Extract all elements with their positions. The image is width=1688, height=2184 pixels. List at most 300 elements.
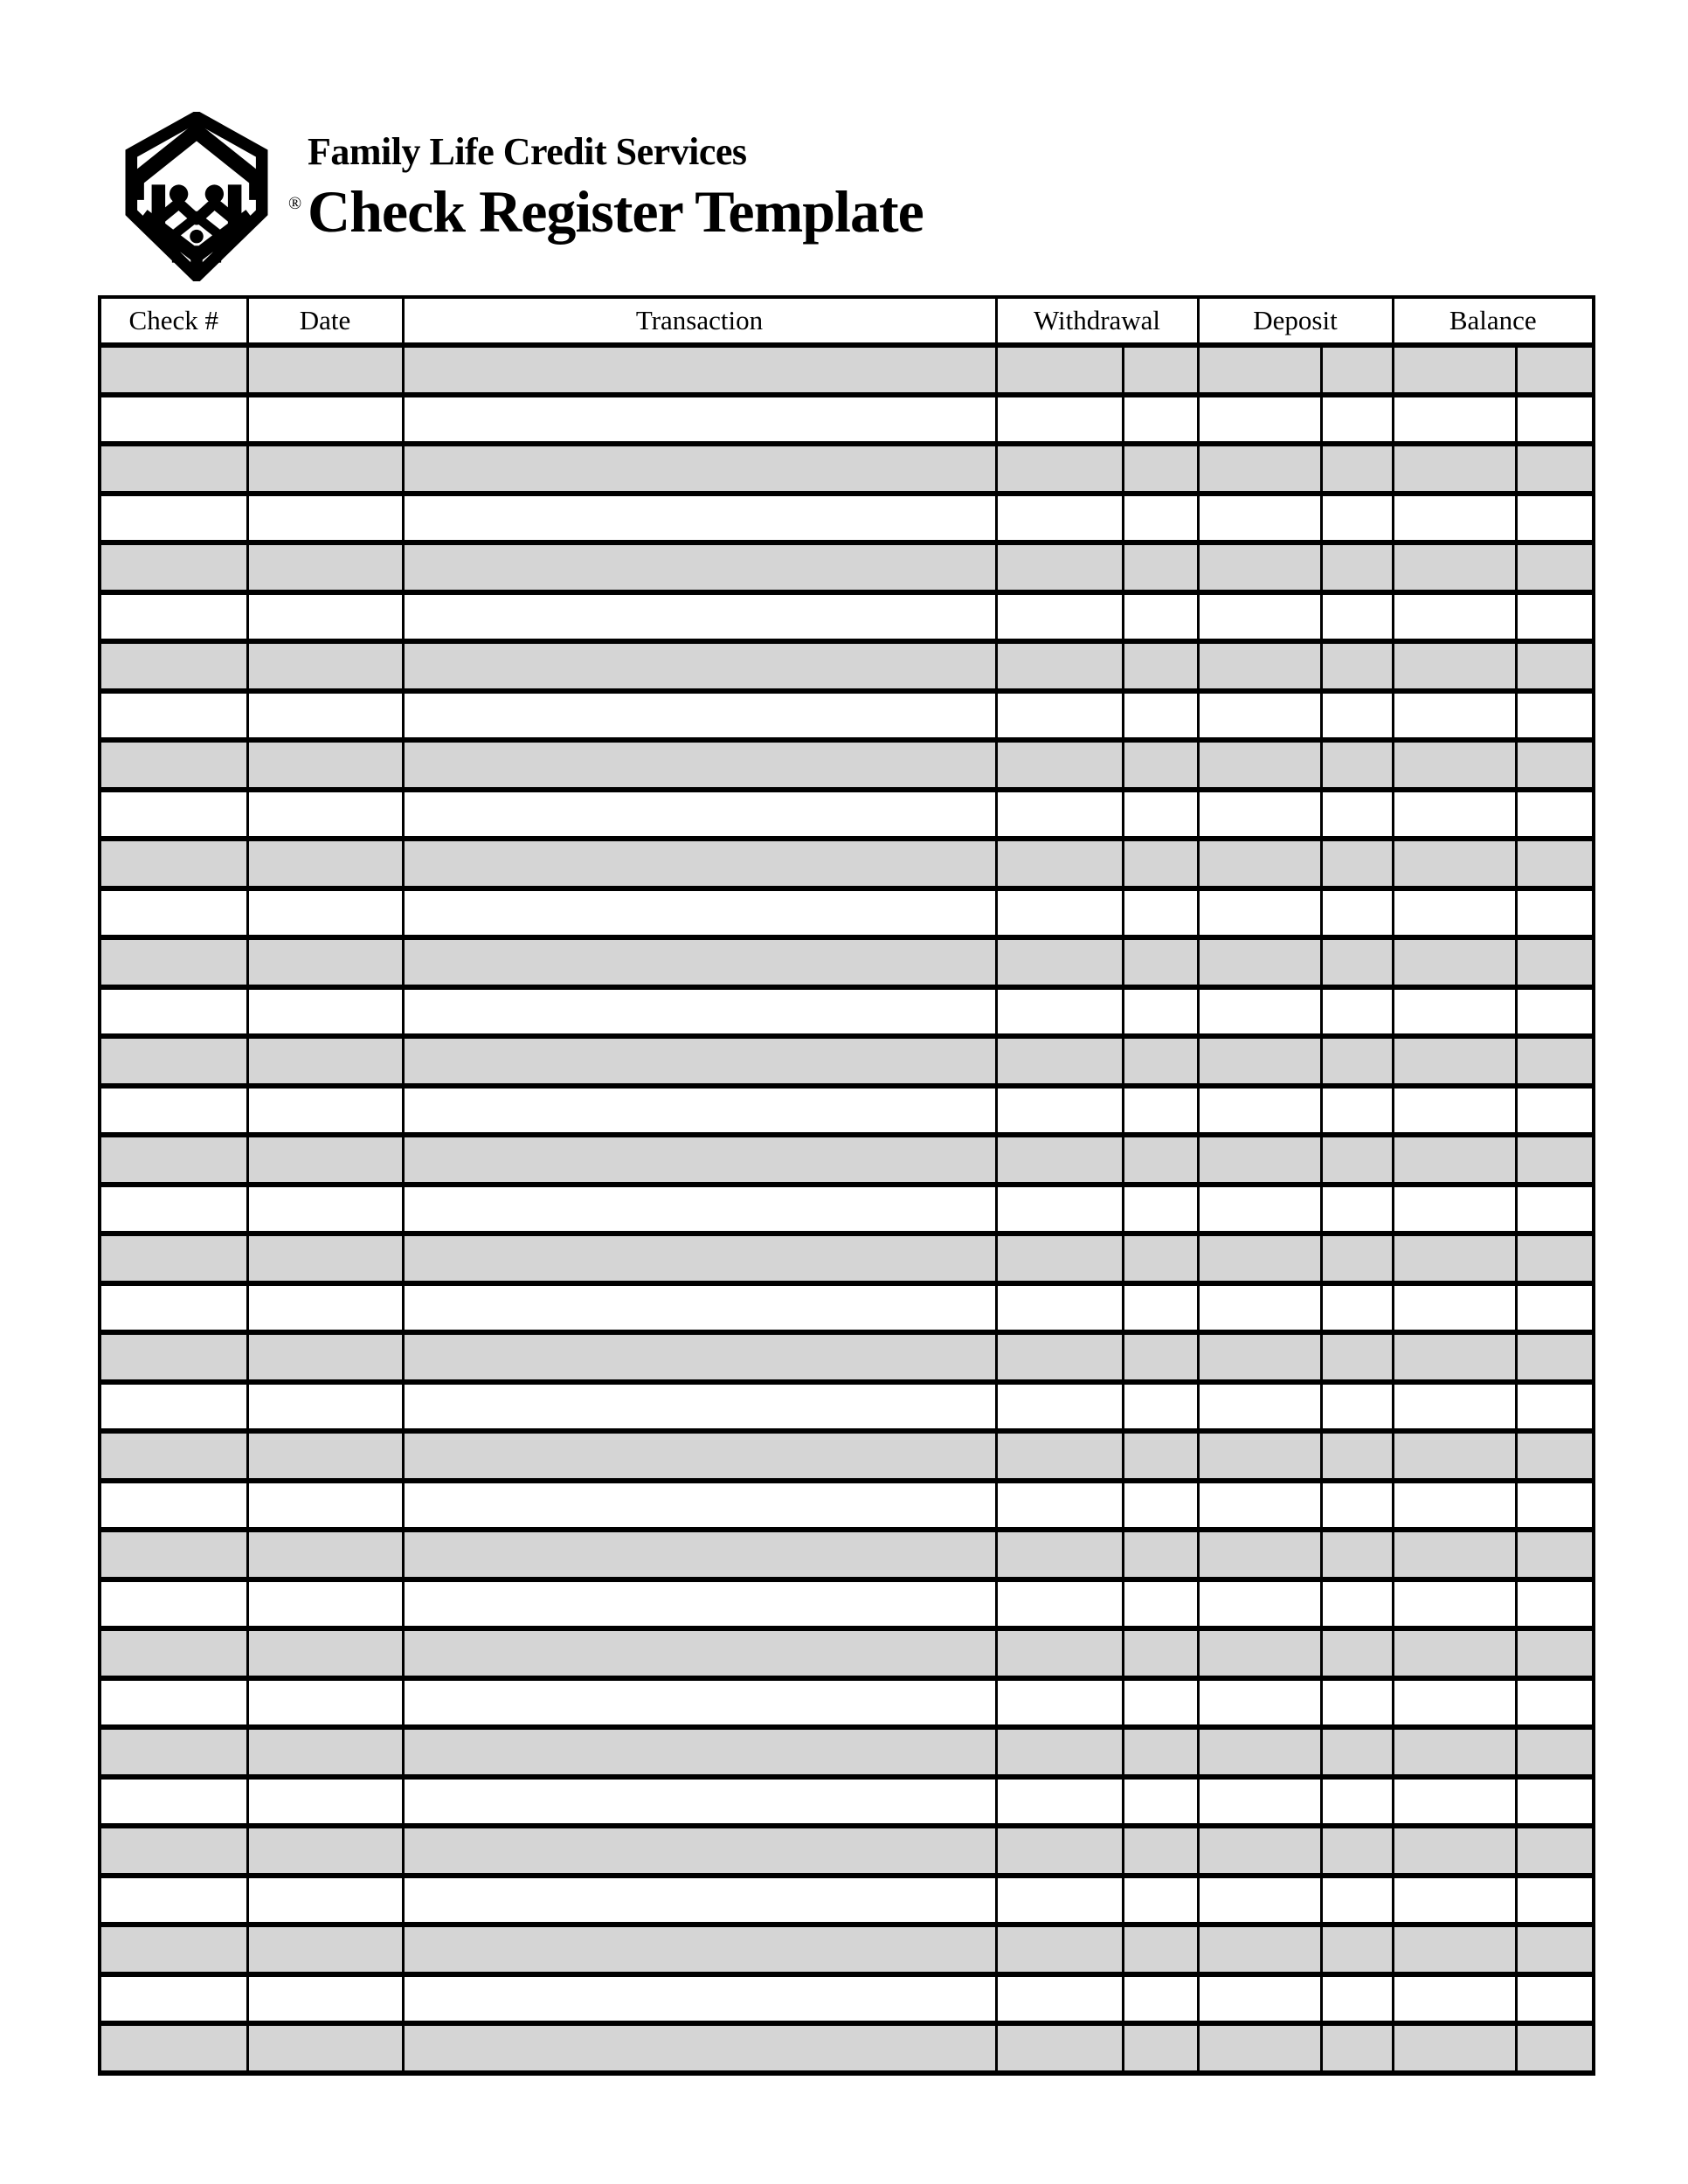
register-cell <box>1393 345 1516 395</box>
register-cell <box>1198 1974 1321 2024</box>
register-cell <box>100 1185 247 1234</box>
table-row <box>100 1382 1594 1432</box>
register-cell <box>1321 1579 1393 1629</box>
register-cell <box>1321 1777 1393 1827</box>
register-cell <box>1321 1925 1393 1974</box>
register-cell <box>1198 345 1321 395</box>
register-cell <box>1516 1431 1594 1481</box>
register-cell <box>1393 1135 1516 1185</box>
register-cell <box>1123 395 1198 445</box>
table-row <box>100 1086 1594 1136</box>
register-cell <box>1393 543 1516 592</box>
register-cell <box>996 740 1123 790</box>
register-cell <box>1198 1185 1321 1234</box>
register-cell <box>1321 1530 1393 1579</box>
column-header-balance: Balance <box>1393 297 1594 345</box>
register-cell <box>1123 1925 1198 1974</box>
register-cell <box>1198 987 1321 1037</box>
table-row <box>100 1234 1594 1283</box>
register-cell <box>100 345 247 395</box>
register-cell <box>1321 1036 1393 1086</box>
register-cell <box>100 1628 247 1678</box>
register-cell <box>1123 1876 1198 1925</box>
register-cell <box>403 937 996 987</box>
register-cell <box>1198 1431 1321 1481</box>
register-cell <box>1393 2023 1516 2073</box>
register-cell <box>1198 1036 1321 1086</box>
register-cell <box>100 1135 247 1185</box>
register-cell <box>1393 987 1516 1037</box>
register-cell <box>1198 1925 1321 1974</box>
register-cell <box>247 839 403 888</box>
register-cell <box>1198 1283 1321 1333</box>
register-cell <box>100 1579 247 1629</box>
register-cell <box>1516 1382 1594 1432</box>
register-cell <box>247 345 403 395</box>
register-cell <box>1393 888 1516 938</box>
register-cell <box>1198 691 1321 741</box>
register-cell <box>1516 543 1594 592</box>
register-cell <box>1321 1135 1393 1185</box>
register-cell <box>100 1530 247 1579</box>
register-cell <box>247 1530 403 1579</box>
register-cell <box>247 691 403 741</box>
register-cell <box>996 1185 1123 1234</box>
register-cell <box>1321 1283 1393 1333</box>
register-cell <box>1123 1974 1198 2024</box>
register-cell <box>1198 1332 1321 1382</box>
register-cell <box>1321 1826 1393 1876</box>
register-cell <box>1321 1234 1393 1283</box>
register-cell <box>996 691 1123 741</box>
register-cell <box>100 1678 247 1728</box>
register-cell <box>1516 444 1594 494</box>
register-cell <box>247 1628 403 1678</box>
table-row <box>100 1876 1594 1925</box>
register-cell <box>403 1974 996 2024</box>
register-cell <box>1123 888 1198 938</box>
register-cell <box>996 1579 1123 1629</box>
register-cell <box>100 691 247 741</box>
register-cell <box>1321 1185 1393 1234</box>
register-cell <box>100 2023 247 2073</box>
register-cell <box>996 839 1123 888</box>
document-header <box>0 0 1688 297</box>
register-cell <box>1123 444 1198 494</box>
register-cell <box>1321 494 1393 543</box>
table-row <box>100 1530 1594 1579</box>
register-cell <box>1198 641 1321 691</box>
register-cell <box>1393 1086 1516 1136</box>
register-cell <box>403 839 996 888</box>
register-cell <box>1198 839 1321 888</box>
register-cell <box>1123 1530 1198 1579</box>
register-cell <box>247 740 403 790</box>
register-cell <box>1516 1530 1594 1579</box>
family-life-credit-services-logo-icon <box>108 112 285 281</box>
table-row <box>100 987 1594 1037</box>
register-cell <box>996 1036 1123 1086</box>
register-cell <box>100 839 247 888</box>
register-cell <box>247 1579 403 1629</box>
register-cell <box>1516 1332 1594 1382</box>
register-cell <box>1321 641 1393 691</box>
register-cell <box>1123 691 1198 741</box>
register-cell <box>403 2023 996 2073</box>
register-cell <box>1516 1185 1594 1234</box>
register-cell <box>1321 1481 1393 1531</box>
register-cell <box>403 543 996 592</box>
register-cell <box>1516 1283 1594 1333</box>
register-cell <box>1198 592 1321 642</box>
register-cell <box>100 937 247 987</box>
register-cell <box>1123 1826 1198 1876</box>
register-cell <box>1123 1727 1198 1777</box>
register-cell <box>1123 1777 1198 1827</box>
register-cell <box>247 1481 403 1531</box>
register-cell <box>1321 2023 1393 2073</box>
register-cell <box>996 1628 1123 1678</box>
register-cell <box>403 641 996 691</box>
register-cell <box>403 1579 996 1629</box>
register-cell <box>247 444 403 494</box>
register-cell <box>1393 790 1516 840</box>
register-cell <box>1393 1628 1516 1678</box>
register-cell <box>996 888 1123 938</box>
register-cell <box>247 592 403 642</box>
register-cell <box>996 444 1123 494</box>
register-cell <box>1321 1431 1393 1481</box>
register-cell <box>1516 1727 1594 1777</box>
register-cell <box>1123 1628 1198 1678</box>
register-cell <box>1198 1826 1321 1876</box>
register-cell <box>1393 1777 1516 1827</box>
register-cell <box>403 395 996 445</box>
register-cell <box>1516 937 1594 987</box>
table-row <box>100 1974 1594 2024</box>
register-cell <box>1516 790 1594 840</box>
register-cell <box>1123 1678 1198 1728</box>
register-cell <box>403 1086 996 1136</box>
register-cell <box>100 1974 247 2024</box>
register-cell <box>1321 888 1393 938</box>
register-cell <box>247 1332 403 1382</box>
register-cell <box>1123 2023 1198 2073</box>
register-cell <box>100 1481 247 1531</box>
register-cell <box>247 987 403 1037</box>
register-cell <box>1393 641 1516 691</box>
table-row <box>100 2023 1594 2073</box>
register-cell <box>403 1530 996 1579</box>
register-cell <box>1393 1382 1516 1432</box>
register-cell <box>100 1283 247 1333</box>
register-cell <box>996 937 1123 987</box>
column-header-date: Date <box>247 297 403 345</box>
register-cell <box>1516 888 1594 938</box>
register-cell <box>1321 937 1393 987</box>
register-cell <box>403 1826 996 1876</box>
register-cell <box>100 1777 247 1827</box>
register-cell <box>1321 1628 1393 1678</box>
register-cell <box>1516 641 1594 691</box>
table-row <box>100 1579 1594 1629</box>
register-cell <box>247 1185 403 1234</box>
register-cell <box>1393 1185 1516 1234</box>
register-cell <box>1198 790 1321 840</box>
register-cell <box>403 1777 996 1827</box>
table-row <box>100 592 1594 642</box>
table-row <box>100 1283 1594 1333</box>
register-cell <box>1198 1530 1321 1579</box>
table-row <box>100 1777 1594 1827</box>
register-cell <box>1516 1135 1594 1185</box>
register-cell <box>1321 987 1393 1037</box>
register-cell <box>1321 790 1393 840</box>
register-cell <box>1321 345 1393 395</box>
register-cell <box>247 1826 403 1876</box>
register-cell <box>247 1283 403 1333</box>
register-cell <box>996 1332 1123 1382</box>
register-cell <box>403 1925 996 1974</box>
table-row <box>100 641 1594 691</box>
register-cell <box>1516 691 1594 741</box>
register-cell <box>996 345 1123 395</box>
register-cell <box>1123 937 1198 987</box>
register-cell <box>100 888 247 938</box>
table-row <box>100 839 1594 888</box>
register-cell <box>100 592 247 642</box>
register-cell <box>247 1036 403 1086</box>
register-cell <box>1321 1974 1393 2024</box>
table-header-row <box>100 297 1594 345</box>
register-cell <box>996 790 1123 840</box>
register-cell <box>996 1777 1123 1827</box>
register-cell <box>996 543 1123 592</box>
register-cell <box>1198 937 1321 987</box>
register-cell <box>1393 395 1516 445</box>
register-cell <box>1321 740 1393 790</box>
register-cell <box>1516 1481 1594 1531</box>
register-cell <box>403 444 996 494</box>
register-cell <box>247 641 403 691</box>
register-cell <box>1393 1283 1516 1333</box>
register-cell <box>996 2023 1123 2073</box>
registered-trademark-symbol: ® <box>288 194 302 213</box>
register-cell <box>1393 1530 1516 1579</box>
register-cell <box>1123 1481 1198 1531</box>
register-cell <box>247 395 403 445</box>
table-row <box>100 1036 1594 1086</box>
register-cell <box>403 1628 996 1678</box>
table-row <box>100 740 1594 790</box>
table-row <box>100 1332 1594 1382</box>
register-cell <box>1393 1974 1516 2024</box>
register-cell <box>1321 444 1393 494</box>
register-cell <box>996 1826 1123 1876</box>
register-cell <box>403 888 996 938</box>
table-row <box>100 937 1594 987</box>
register-cell <box>1393 1678 1516 1728</box>
register-cell <box>1198 543 1321 592</box>
register-cell <box>247 888 403 938</box>
register-cell <box>403 1283 996 1333</box>
register-cell <box>100 740 247 790</box>
table-row <box>100 1925 1594 1974</box>
register-cell <box>1516 2023 1594 2073</box>
register-cell <box>100 494 247 543</box>
register-cell <box>1516 839 1594 888</box>
register-cell <box>1393 1579 1516 1629</box>
register-cell <box>1516 1086 1594 1136</box>
table-row <box>100 888 1594 938</box>
register-cell <box>1123 543 1198 592</box>
organization-name: Family Life Credit Services <box>308 130 747 173</box>
register-cell <box>403 345 996 395</box>
register-cell <box>247 1431 403 1481</box>
table-row <box>100 1678 1594 1728</box>
register-cell <box>1198 1876 1321 1925</box>
register-cell <box>996 1925 1123 1974</box>
column-header-check-number: Check # <box>100 297 247 345</box>
register-cell <box>403 1234 996 1283</box>
register-cell <box>1123 987 1198 1037</box>
register-cell <box>1321 1876 1393 1925</box>
register-cell <box>1516 395 1594 445</box>
register-cell <box>1198 1579 1321 1629</box>
register-cell <box>100 1382 247 1432</box>
register-cell <box>1198 1777 1321 1827</box>
register-table-body <box>100 345 1594 2073</box>
register-cell <box>1393 1727 1516 1777</box>
register-cell <box>1516 740 1594 790</box>
register-cell <box>247 1727 403 1777</box>
register-cell <box>100 641 247 691</box>
register-cell <box>1321 543 1393 592</box>
register-cell <box>1123 1283 1198 1333</box>
register-cell <box>403 1036 996 1086</box>
register-cell <box>247 1135 403 1185</box>
register-cell <box>1321 1086 1393 1136</box>
register-cell <box>100 1332 247 1382</box>
register-cell <box>1321 1332 1393 1382</box>
register-cell <box>1198 1628 1321 1678</box>
register-cell <box>247 1678 403 1728</box>
register-cell <box>1321 691 1393 741</box>
register-cell <box>403 1185 996 1234</box>
register-cell <box>1321 592 1393 642</box>
register-cell <box>100 1876 247 1925</box>
title-block <box>308 129 924 245</box>
register-cell <box>403 740 996 790</box>
register-cell <box>100 1431 247 1481</box>
register-cell <box>1198 1727 1321 1777</box>
register-cell <box>247 937 403 987</box>
register-cell <box>403 1332 996 1382</box>
register-cell <box>403 1382 996 1432</box>
register-cell <box>1393 1876 1516 1925</box>
register-cell <box>1198 494 1321 543</box>
table-row <box>100 1431 1594 1481</box>
register-cell <box>1393 1332 1516 1382</box>
register-cell <box>1123 1135 1198 1185</box>
register-cell <box>996 987 1123 1037</box>
register-cell <box>1123 1382 1198 1432</box>
register-cell <box>1516 987 1594 1037</box>
table-row <box>100 1628 1594 1678</box>
register-cell <box>1393 740 1516 790</box>
register-cell <box>1123 1086 1198 1136</box>
register-cell <box>1123 1036 1198 1086</box>
register-cell <box>100 790 247 840</box>
register-cell <box>1123 1185 1198 1234</box>
register-cell <box>1123 641 1198 691</box>
register-cell <box>1516 1925 1594 1974</box>
register-cell <box>1198 1086 1321 1136</box>
register-cell <box>996 1382 1123 1432</box>
register-cell <box>1321 1727 1393 1777</box>
register-cell <box>1123 740 1198 790</box>
register-cell <box>1198 1481 1321 1531</box>
table-row <box>100 1185 1594 1234</box>
register-cell <box>1321 839 1393 888</box>
register-cell <box>996 1135 1123 1185</box>
register-cell <box>1393 1481 1516 1531</box>
check-register-table <box>98 295 1595 2076</box>
register-cell <box>403 691 996 741</box>
register-cell <box>1516 1876 1594 1925</box>
register-cell <box>100 444 247 494</box>
register-cell <box>403 1481 996 1531</box>
register-cell <box>996 1481 1123 1531</box>
table-row <box>100 1826 1594 1876</box>
register-cell <box>403 494 996 543</box>
register-cell <box>100 1826 247 1876</box>
register-cell <box>996 395 1123 445</box>
register-cell <box>1393 937 1516 987</box>
register-cell <box>1393 592 1516 642</box>
register-cell <box>100 395 247 445</box>
register-cell <box>1123 1234 1198 1283</box>
register-cell <box>1516 1234 1594 1283</box>
register-cell <box>1393 1431 1516 1481</box>
column-header-withdrawal: Withdrawal <box>996 297 1198 345</box>
register-cell <box>247 790 403 840</box>
table-row <box>100 1727 1594 1777</box>
table-row <box>100 790 1594 840</box>
register-cell <box>1123 1332 1198 1382</box>
register-cell <box>100 987 247 1037</box>
table-row <box>100 1481 1594 1531</box>
register-cell <box>1393 691 1516 741</box>
register-cell <box>1198 1382 1321 1432</box>
register-cell <box>100 1925 247 1974</box>
register-cell <box>1321 1382 1393 1432</box>
register-cell <box>1393 839 1516 888</box>
register-cell <box>247 1382 403 1432</box>
table-row <box>100 543 1594 592</box>
column-header-deposit: Deposit <box>1198 297 1393 345</box>
register-cell <box>247 543 403 592</box>
register-cell <box>1516 1579 1594 1629</box>
register-cell <box>1516 1628 1594 1678</box>
register-cell <box>100 1036 247 1086</box>
register-cell <box>1516 1777 1594 1827</box>
table-row <box>100 444 1594 494</box>
register-cell <box>1393 1036 1516 1086</box>
register-cell <box>247 494 403 543</box>
register-cell <box>247 1086 403 1136</box>
register-cell <box>247 1234 403 1283</box>
